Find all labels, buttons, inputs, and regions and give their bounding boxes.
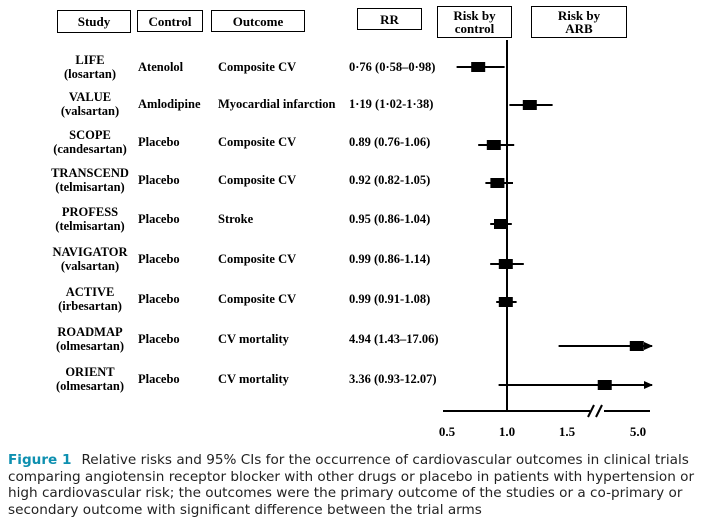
study-drug: (valsartan) (60, 259, 120, 273)
rr-value: 0.99 (0.91-1.08) (349, 292, 431, 306)
control-arm: Placebo (138, 372, 180, 386)
study-name: VALUE (68, 90, 112, 104)
point-estimate (487, 140, 501, 150)
outcome-name: CV mortality (218, 372, 289, 386)
header-study: Study (57, 10, 131, 33)
figure-caption-text: Relative risks and 95% CIs for the occurrence of cardiovascular outcomes in clinical trials comparing angiotensin receptor blocker with other drugs or placebo in patients with hypertension or high cardiovascular risk; the outcomes were the primary outcome of the studies or a co-primary or secondary outcome with significant difference between the trial arms (8, 452, 695, 518)
rr-value: 0.95 (0.86-1.04) (349, 212, 431, 226)
outcome-name: Composite CV (218, 60, 297, 74)
outcome-name: Stroke (218, 212, 254, 226)
outcome-name: Composite CV (218, 292, 297, 306)
point-estimate (523, 100, 537, 110)
rr-value: 1·19 (1·02-1·38) (349, 97, 434, 111)
header-rr: RR (357, 8, 422, 30)
study-drug: (telmisartan) (55, 180, 125, 194)
point-estimate (598, 380, 612, 390)
outcome-name: Composite CV (218, 173, 297, 187)
x-tick-label: 0.5 (438, 424, 456, 439)
study-drug: (olmesartan) (55, 379, 125, 393)
point-estimate (494, 219, 508, 229)
rr-value: 3.36 (0.93-12.07) (349, 372, 437, 386)
figure-label: Figure 1 (8, 452, 72, 468)
control-arm: Atenolol (138, 60, 184, 74)
control-arm: Placebo (138, 212, 180, 226)
header-outcome: Outcome (211, 10, 305, 32)
study-name: LIFE (75, 53, 105, 67)
x-tick-label: 1.0 (498, 424, 516, 439)
control-arm: Placebo (138, 332, 180, 346)
rr-value: 0.99 (0.86-1.14) (349, 252, 431, 266)
control-arm: Placebo (138, 135, 180, 149)
figure-caption (8, 452, 708, 518)
outcome-name: Composite CV (218, 135, 297, 149)
study-name: NAVIGATOR (52, 245, 128, 259)
point-estimate (630, 341, 644, 351)
x-tick-label: 5.0 (629, 424, 647, 439)
rr-value: 0·76 (0·58–0·98) (349, 60, 436, 74)
study-drug: (losartan) (63, 67, 117, 81)
point-estimate (499, 259, 513, 269)
study-drug: (olmesartan) (55, 339, 125, 353)
study-drug: (telmisartan) (55, 219, 125, 233)
control-arm: Placebo (138, 252, 180, 266)
study-drug: (irbesartan) (58, 299, 122, 313)
study-drug: (valsartan) (60, 104, 120, 118)
header-risk-control: Risk by control (437, 6, 512, 38)
control-arm: Placebo (138, 292, 180, 306)
point-estimate (490, 178, 504, 188)
header-risk-arb: Risk by ARB (531, 6, 627, 38)
outcome-name: Myocardial infarction (218, 97, 336, 111)
study-name: ACTIVE (65, 285, 115, 299)
rr-value: 0.89 (0.76-1.06) (349, 135, 431, 149)
x-tick-label: 1.5 (558, 424, 576, 439)
rr-value: 0.92 (0.82-1.05) (349, 173, 431, 187)
study-name: ORIENT (65, 365, 115, 379)
study-name: PROFESS (61, 205, 119, 219)
study-drug: (candesartan) (53, 142, 127, 156)
point-estimate (471, 62, 485, 72)
study-name: TRANSCEND (51, 166, 129, 180)
outcome-name: CV mortality (218, 332, 289, 346)
outcome-name: Composite CV (218, 252, 297, 266)
control-arm: Placebo (138, 173, 180, 187)
point-estimate (499, 297, 513, 307)
control-arm: Amlodipine (138, 97, 201, 111)
study-name: ROADMAP (57, 325, 123, 339)
rr-value: 4.94 (1.43–17.06) (349, 332, 439, 346)
header-control: Control (137, 10, 203, 32)
study-name: SCOPE (69, 128, 111, 142)
axis-break-mark (596, 405, 602, 417)
